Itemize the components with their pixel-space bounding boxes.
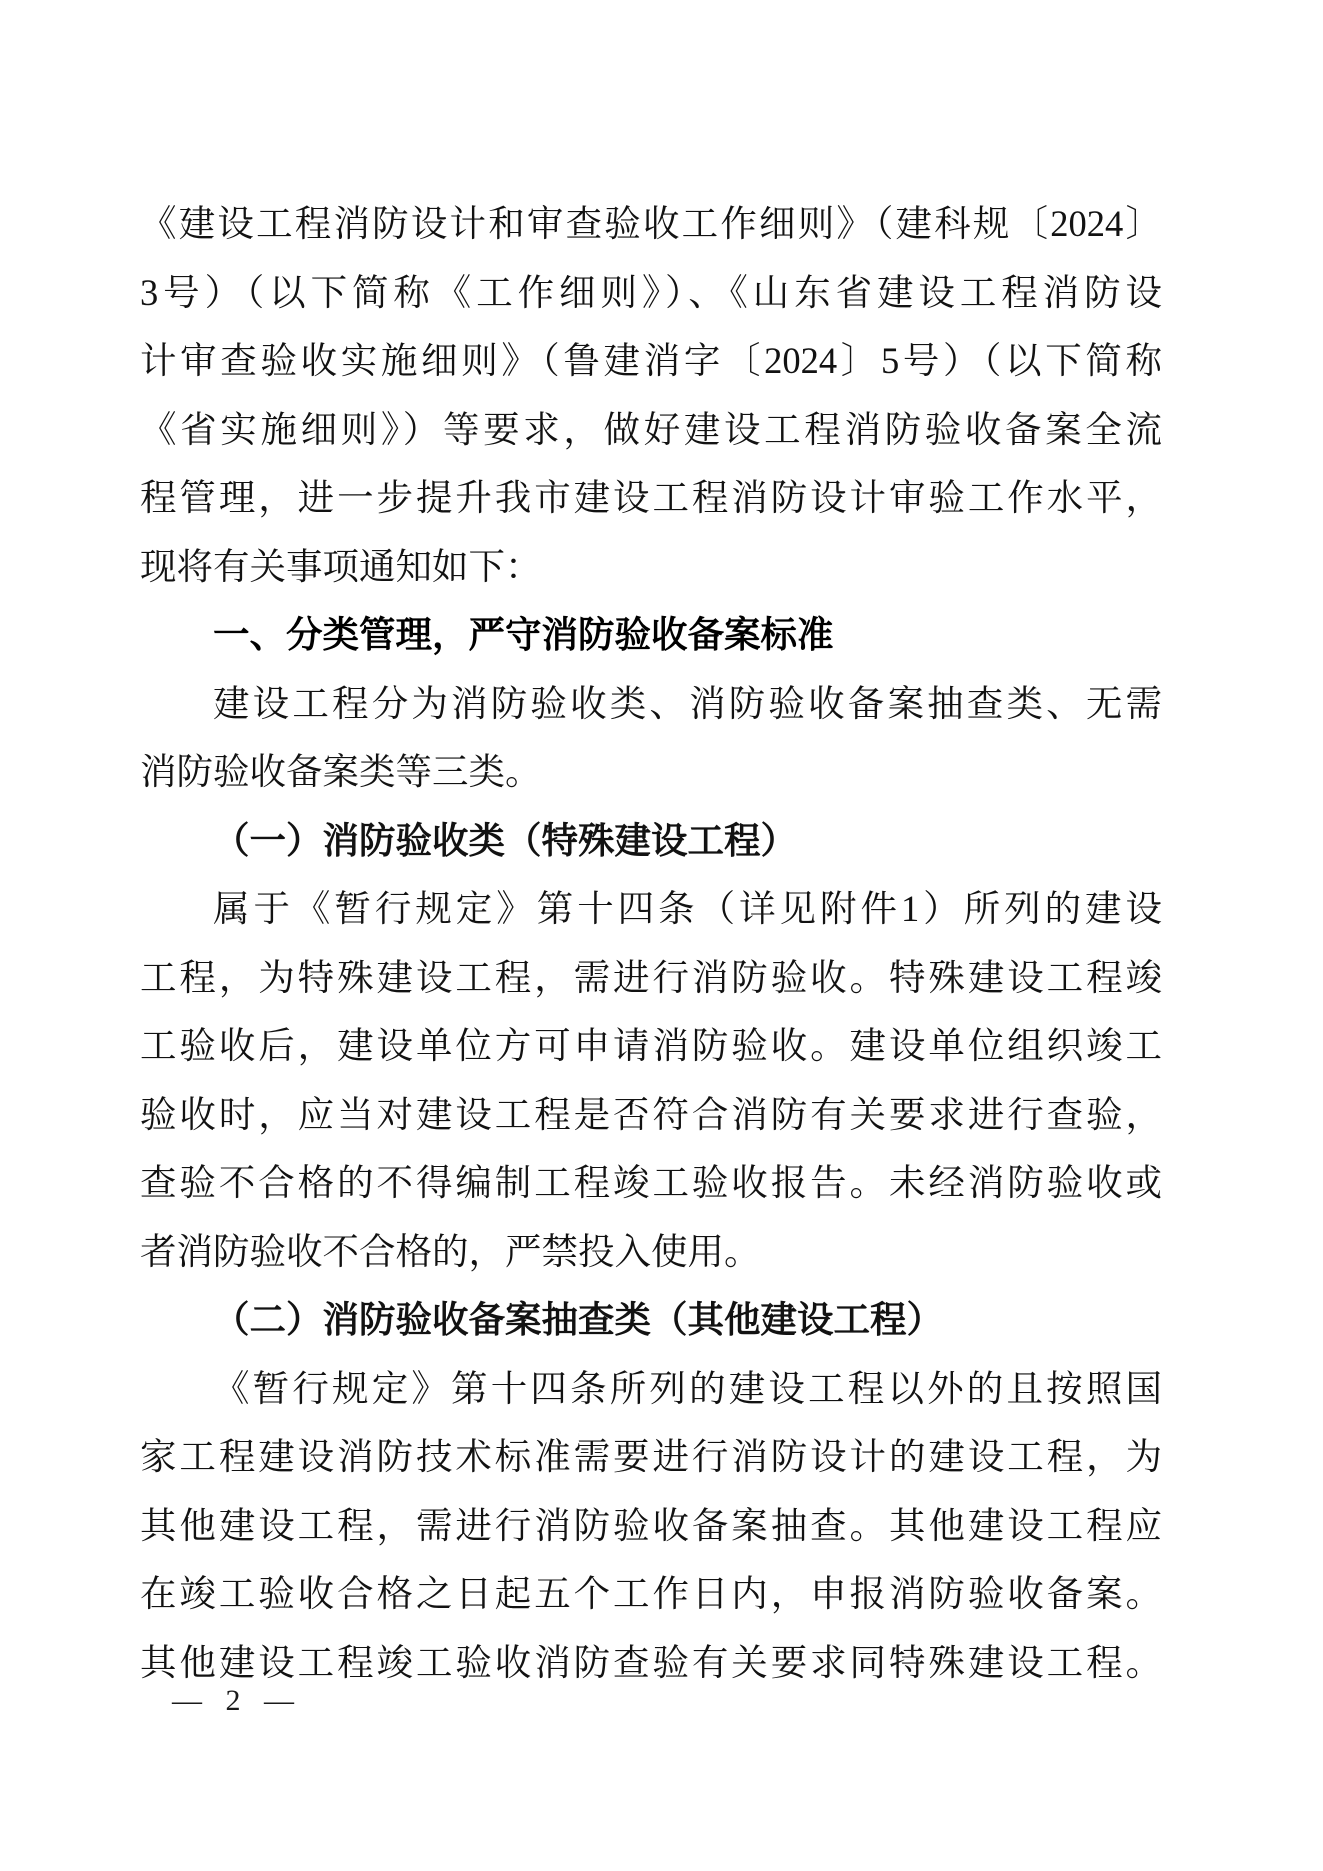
body-line: 工程，为特殊建设工程，需进行消防验收。特殊建设工程竣 [140,956,1162,998]
body-line: 消防验收备案类等三类。 [140,751,542,792]
body-line: 家工程建设消防技术标准需要进行消防设计的建设工程，为 [140,1436,1162,1477]
body-line: 3号）（以下简称《工作细则》）、《山东省建设工程消防设 [140,271,1162,313]
body-line: 工验收后，建设单位方可申请消防验收。建设单位组织竣工 [140,1025,1162,1066]
subsection-heading: （一）消防验收类（特殊建设工程） [213,819,797,861]
page-number: — 2 — [172,1684,294,1717]
subsection-heading: （二）消防验收备案抽查类（其他建设工程） [213,1299,943,1340]
body-line: 者消防验收不合格的，严禁投入使用。 [140,1230,761,1272]
body-line: 属于《暂行规定》第十四条（详见附件1）所列的建设 [213,888,1162,929]
body-line: 其他建设工程竣工验收消防查验有关要求同特殊建设工程。 [140,1641,1162,1683]
body-line: 在竣工验收合格之日起五个工作日内，申报消防验收备案。 [140,1573,1162,1614]
body-line: 验收时，应当对建设工程是否符合消防有关要求进行查验， [140,1093,1162,1135]
body-line: 建设工程分为消防验收类、消防验收备案抽查类、无需 [213,682,1162,724]
body-line: 《建设工程消防设计和审查验收工作细则》（建科规〔2024〕 [140,203,1162,244]
body-line: 程管理，进一步提升我市建设工程消防设计审验工作水平， [140,477,1162,518]
section-heading: 一、分类管理，严守消防验收备案标准 [213,614,834,655]
body-line: 查验不合格的不得编制工程竣工验收报告。未经消防验收或 [140,1162,1162,1203]
body-line: 《省实施细则》）等要求，做好建设工程消防验收备案全流 [140,408,1162,450]
body-line: 计审查验收实施细则》（鲁建消字〔2024〕5号）（以下简称 [140,340,1162,381]
body-line: 《暂行规定》第十四条所列的建设工程以外的且按照国 [213,1367,1162,1409]
document-body [140,190,1162,1697]
body-line: 其他建设工程，需进行消防验收备案抽查。其他建设工程应 [140,1504,1162,1546]
body-line: 现将有关事项通知如下： [140,545,542,587]
